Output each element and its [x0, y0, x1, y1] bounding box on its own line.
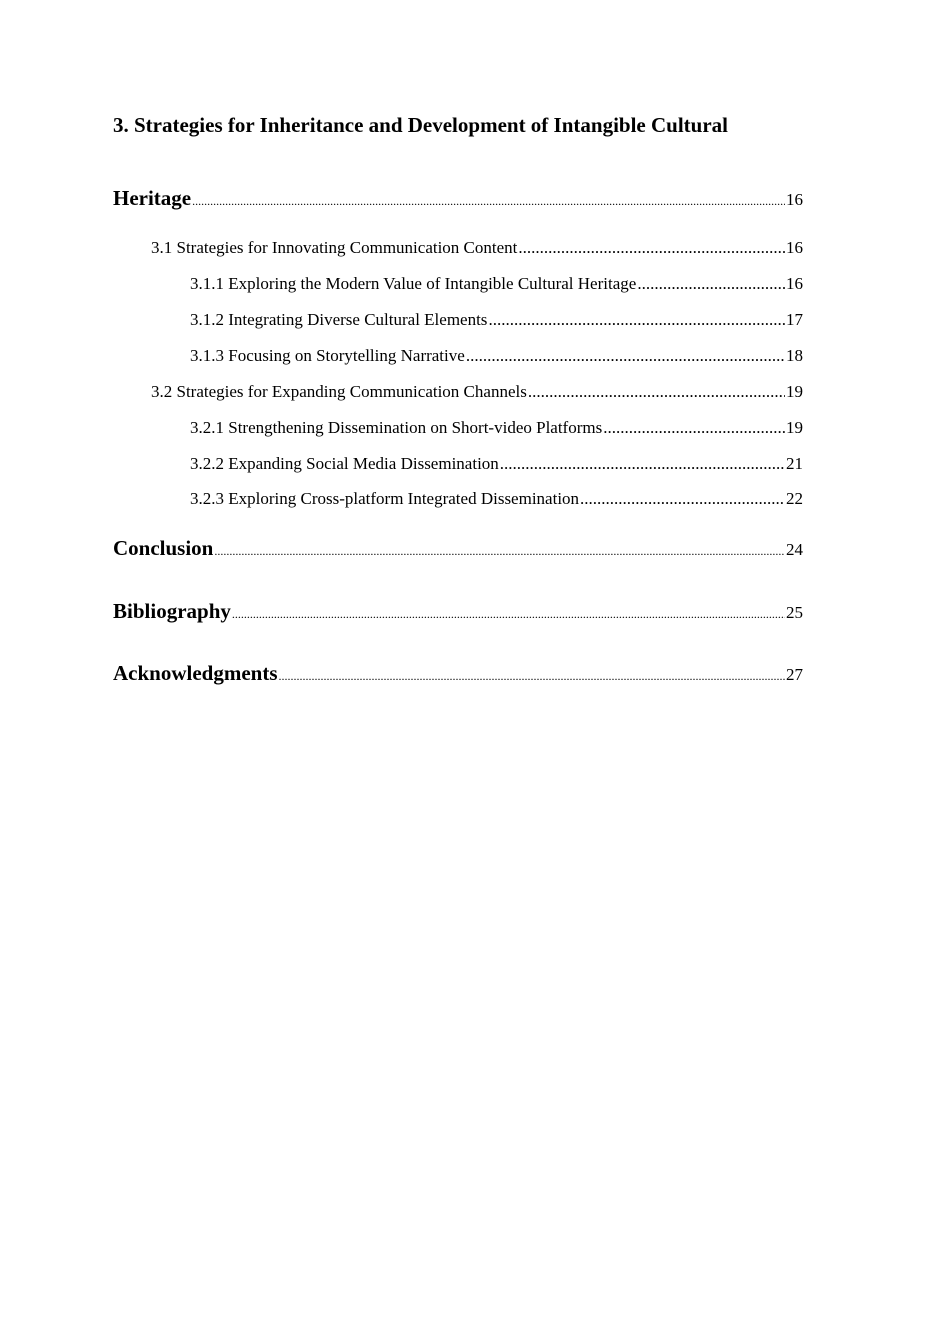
toc-entry-heritage[interactable] — [113, 186, 803, 211]
toc-entry-title: 3.1.1 Exploring the Modern Value of Intangible Cultural Heritage — [190, 274, 637, 293]
toc-entry-page: 22 — [786, 489, 803, 508]
dot-leader — [214, 544, 785, 559]
dot-leader — [637, 274, 785, 294]
toc-entry-title: 3.2.3 Exploring Cross-platform Integrated Dissemination — [190, 489, 580, 508]
dot-leader — [279, 669, 785, 684]
toc-entry-3-2-1[interactable] — [190, 418, 803, 438]
dot-leader — [488, 310, 785, 330]
toc-entry-page: 24 — [786, 540, 803, 559]
toc-entry-title: Conclusion — [113, 536, 214, 560]
dot-leader — [192, 194, 785, 209]
dot-leader — [528, 382, 785, 402]
toc-entry-3-1-1[interactable] — [190, 274, 803, 294]
toc-chapter-3-heading-line: 3. Strategies for Inheritance and Development of Intangible Cultural — [113, 113, 728, 137]
toc-entry-title: 3.1.3 Focusing on Storytelling Narrative — [190, 346, 465, 365]
toc-entry-page: 16 — [786, 238, 803, 257]
toc-entry-page: 17 — [786, 310, 803, 329]
toc-entry-3-2-2[interactable] — [190, 454, 803, 474]
toc-entry-title: 3.2.1 Strengthening Dissemination on Short-video Platforms — [190, 418, 603, 437]
dot-leader — [518, 238, 785, 258]
toc-entry-title: 3.2.2 Expanding Social Media Dissemination — [190, 454, 499, 473]
dot-leader — [500, 454, 785, 474]
dot-leader — [466, 346, 785, 366]
toc-entry-acknowledgments[interactable] — [113, 661, 803, 686]
toc-entry-3-1[interactable] — [151, 238, 803, 258]
dot-leader — [603, 418, 785, 438]
toc-entry-page: 21 — [786, 454, 803, 473]
toc-entry-page: 16 — [786, 190, 803, 209]
toc-entry-title: 3.2 Strategies for Expanding Communication Channels — [151, 382, 527, 401]
toc-entry-title: Acknowledgments — [113, 661, 278, 685]
toc-entry-title: Heritage — [113, 186, 192, 210]
dot-leader — [232, 607, 785, 622]
toc-entry-page: 25 — [786, 603, 803, 622]
toc-entry-page: 18 — [786, 346, 803, 365]
toc-entry-3-1-2[interactable] — [190, 310, 803, 330]
dot-leader — [580, 489, 785, 509]
toc-entry-3-2[interactable] — [151, 382, 803, 402]
toc-entry-page: 16 — [786, 274, 803, 293]
toc-entry-page: 19 — [786, 418, 803, 437]
toc-entry-title: 3.1.2 Integrating Diverse Cultural Elements — [190, 310, 488, 329]
toc-entry-conclusion[interactable] — [113, 536, 803, 561]
toc-entry-3-2-3[interactable] — [190, 489, 803, 509]
toc-entry-page: 27 — [786, 665, 803, 684]
toc-entry-title: Bibliography — [113, 599, 231, 623]
toc-entry-page: 19 — [786, 382, 803, 401]
toc-entry-3-1-3[interactable] — [190, 346, 803, 366]
toc-entry-bibliography[interactable] — [113, 599, 803, 624]
toc-entry-title: 3.1 Strategies for Innovating Communication Content — [151, 238, 518, 257]
